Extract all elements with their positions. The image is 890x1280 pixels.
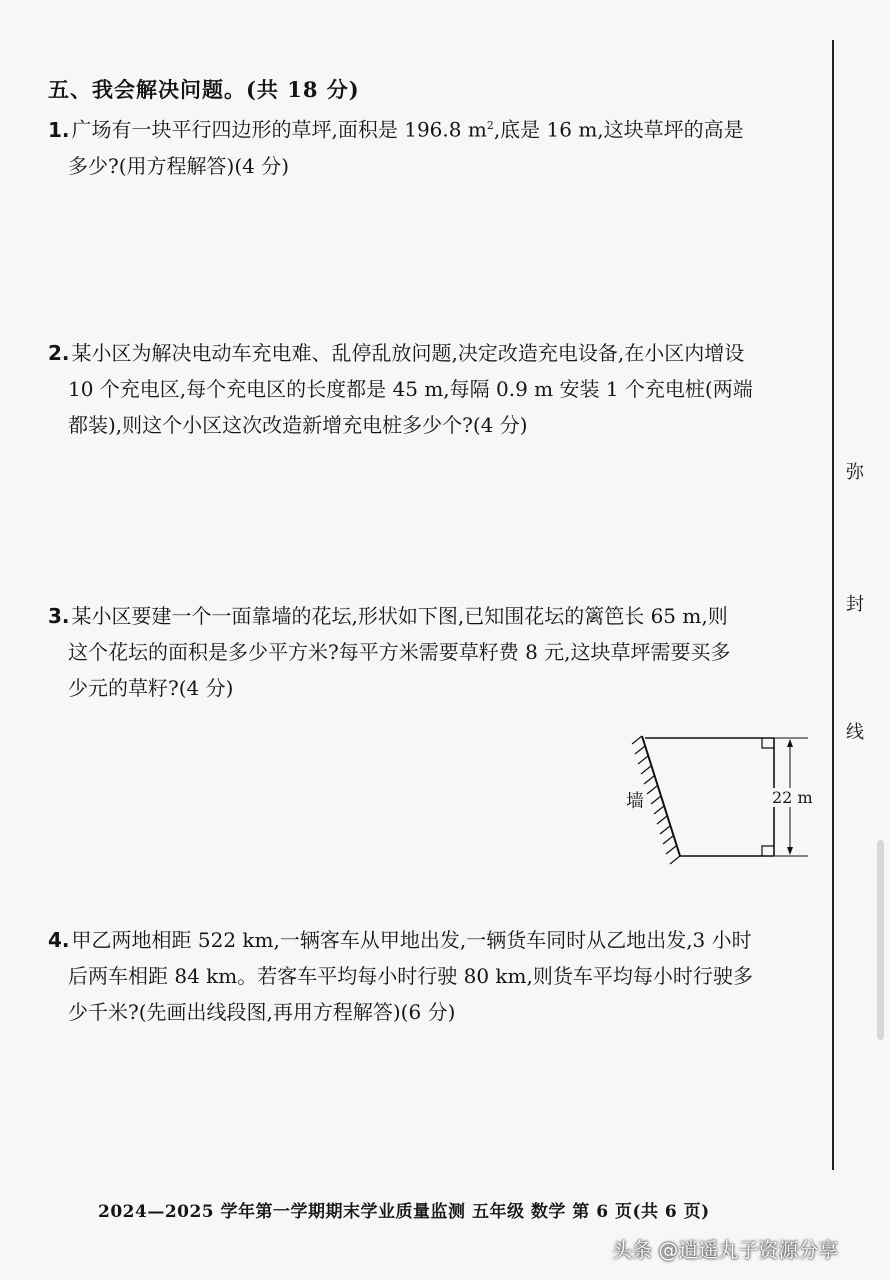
- seal-mark-1: 弥: [843, 462, 864, 480]
- watermark: 头条 @逍遥丸子资源分享: [612, 1238, 839, 1262]
- question-4: [48, 922, 818, 1030]
- question-number: 4.: [48, 928, 70, 952]
- seal-mark-2: 封: [843, 594, 864, 612]
- wall-label: 墙: [626, 791, 644, 812]
- seal-mark-3: 线: [843, 722, 864, 740]
- question-1: [48, 108, 818, 184]
- question-2: [48, 335, 818, 443]
- right-angle-mark-top: [762, 738, 774, 748]
- question-text: 某小区要建一个一面靠墙的花坛,形状如下图,已知围花坛的篱笆长 65 m,则: [71, 604, 728, 628]
- question-text: 多少?(用方程解答)(4 分): [68, 153, 290, 178]
- dimension-arrow-bottom: [787, 847, 793, 855]
- dimension-arrow-top: [787, 739, 793, 747]
- question-text: 这个花坛的面积是多少平方米?每平方米需要草籽费 8 元,这块草坪需要买多: [68, 640, 731, 664]
- page-footer: 2024—2025 学年第一学期期末学业质量监测 五年级 数学 第 6 页(共 6 页): [98, 1202, 710, 1222]
- section-title: 五、我会解决问题。(共 18 分): [48, 77, 360, 102]
- question-text: 少千米?(先画出线段图,再用方程解答)(6 分): [68, 1000, 456, 1024]
- right-angle-mark-bottom: [762, 846, 774, 856]
- superscript: 2: [486, 119, 494, 132]
- question-number: 1.: [48, 117, 70, 142]
- question-text: 甲乙两地相距 522 km,一辆客车从甲地出发,一辆货车同时从乙地出发,3 小时: [71, 928, 752, 952]
- dimension-label: 22 m: [772, 788, 813, 807]
- question-text: 后两车相距 84 km。若客车平均每小时行驶 80 km,则货车平均每小时行驶多: [68, 964, 753, 988]
- seal-line: [832, 40, 834, 1170]
- question-text: 10 个充电区,每个充电区的长度都是 45 m,每隔 0.9 m 安装 1 个充电桩(两端: [68, 377, 753, 401]
- question-text: 都装),则这个小区这次改造新增充电桩多少个?(4 分): [68, 413, 528, 437]
- question-number: 3.: [48, 604, 70, 628]
- question-3: [48, 598, 818, 706]
- question-number: 2.: [48, 341, 70, 365]
- question-text: 某小区为解决电动车充电难、乱停乱放问题,决定改造充电设备,在小区内增设: [71, 341, 745, 365]
- question-text: ,底是 16 m,这块草坪的高是: [493, 117, 744, 142]
- question-text: 少元的草籽?(4 分): [68, 676, 234, 700]
- question-text: 广场有一块平行四边形的草坪,面积是 196.8 m: [71, 117, 487, 142]
- scrollbar[interactable]: [877, 840, 884, 1040]
